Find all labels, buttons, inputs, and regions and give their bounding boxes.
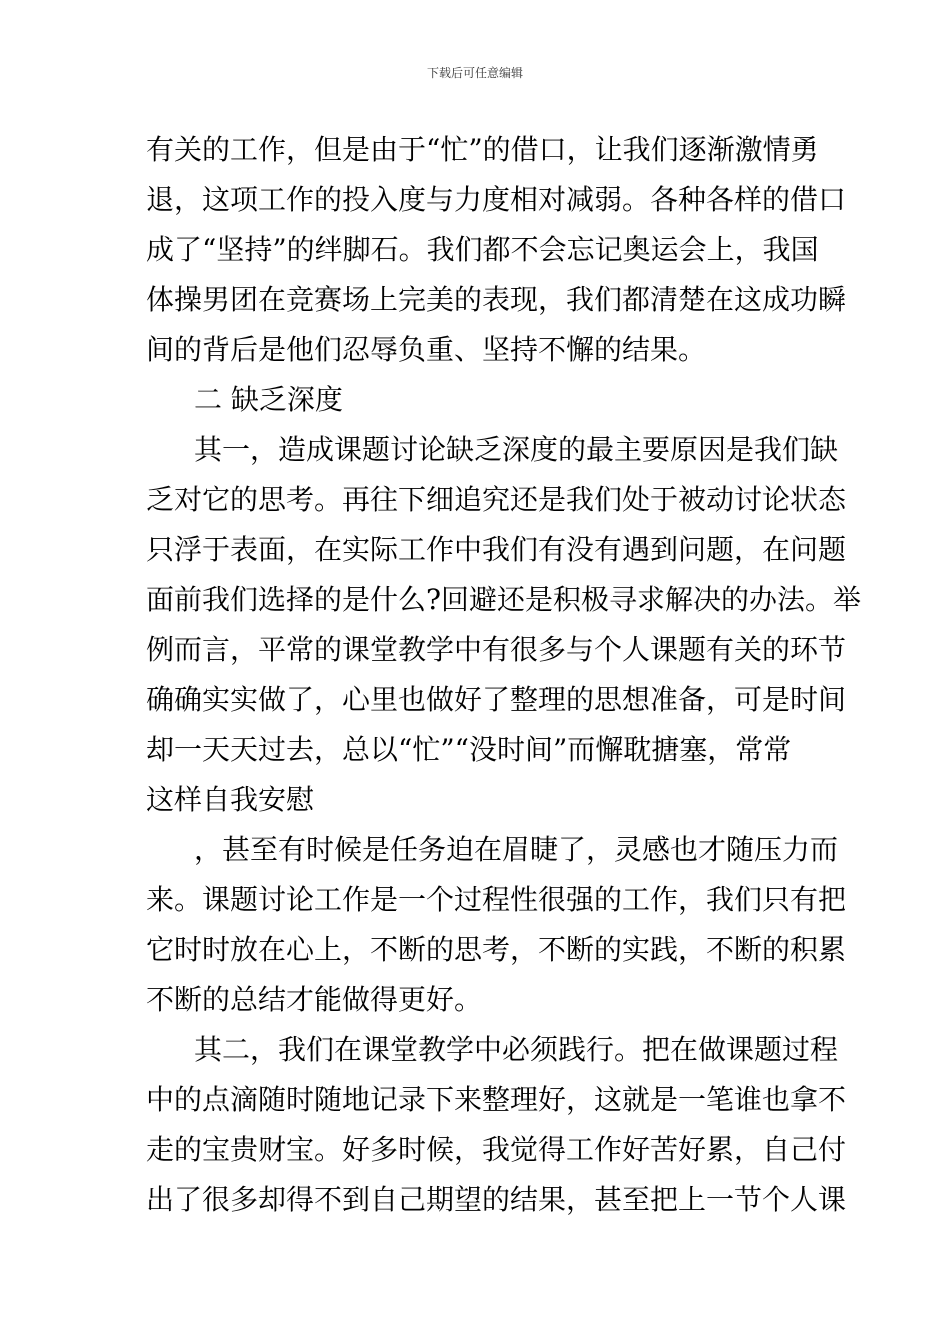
text-line: 它时时放在心上，不断的思考，不断的实践，不断的积累 [146,933,847,966]
text-line: 成了“坚持”的绊脚石。我们都不会忘记奥运会上，我国 [146,233,819,266]
text-line: 退，这项工作的投入度与力度相对减弱。各种各样的借口 [146,183,847,216]
text-line: 体操男团在竞赛场上完美的表现，我们都清楚在这成功瞬 [146,283,847,316]
text-line: 中的点滴随时随地记录下来整理好，这就是一笔谁也拿不 [146,1083,847,1116]
text-line: 确确实实做了，心里也做好了整理的思想准备，可是时间 [146,683,847,716]
text-line: 只浮于表面，在实际工作中我们有没有遇到问题，在问题 [146,533,847,566]
text-line: 却一天天过去，总以“忙”“没时间”而懈耽搪塞，常常 [146,733,792,766]
text-line: 这样自我安慰 [146,783,315,816]
text-line: 面前我们选择的是什么?回避还是积极寻求解决的办法。举 [146,583,862,616]
text-line: 有关的工作，但是由于“忙”的借口，让我们逐渐激情勇 [146,133,819,166]
text-line: 乏对它的思考。再往下细追究还是我们处于被动讨论状态 [146,483,847,516]
text-line: ，甚至有时候是任务迫在眉睫了，灵感也才随压力而 [194,833,839,866]
text-line: 来。课题讨论工作是一个过程性很强的工作，我们只有把 [146,883,847,916]
text-line: 走的宝贵财宝。好多时候，我觉得工作好苦好累，自己付 [146,1133,847,1166]
text-line: 出了很多却得不到自己期望的结果，甚至把上一节个人课 [146,1183,847,1216]
text-line: 间的背后是他们忍辱负重、坚持不懈的结果。 [146,333,707,366]
text-line: 不断的总结才能做得更好。 [146,983,483,1016]
section-heading: 二 缺乏深度 [194,383,343,416]
text-line: 其一，造成课题讨论缺乏深度的最主要原因是我们缺 [194,433,839,466]
text-line: 其二，我们在课堂教学中必须践行。把在做课题过程 [194,1033,839,1066]
text-line: 例而言，平常的课堂教学中有很多与个人课题有关的环节 [146,633,847,666]
page-header: 下载后可任意编辑 [426,66,523,80]
